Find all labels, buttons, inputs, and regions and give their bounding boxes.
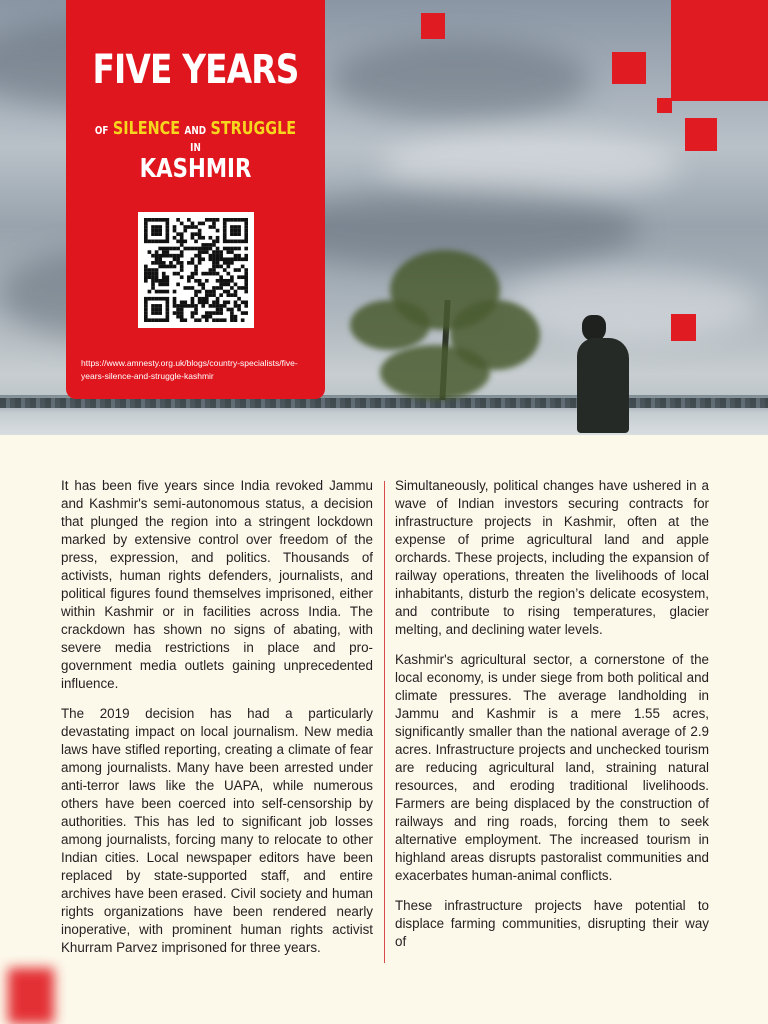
paragraph: The 2019 decision has had a particularly devastating impact on local journalism. New media laws have stifled reporting, creating a climate of fear among journalists. Many have been arrested under anti-terror laws like the UAPA, while numerous others have been coerced into self-censorship by authorities. This has led to significant job losses among journalists, forcing many to relocate to other Indian cities. Local newspaper editors have been replaced by state-supported staff, and entire archives have been erased. Civil society and human rights organizations have been rendered nearly inoperative, with prominent human rights activist Khurram Parvez imprisoned for three years. bbox=[61, 706, 373, 955]
qr-code-image bbox=[144, 218, 248, 322]
title-struggle: STRUGGLE bbox=[210, 118, 297, 139]
paragraph: It has been five years since India revoked Jammu and Kashmir's semi-autonomous status, a decision that plunged the region into a stringent lockdown marked by extensive control over freedom of the press, expression, and politics. Thousands of activists, human rights defenders, journalists, and political figures found themselves imprisoned, either within Kashmir or in facilities across India. The crackdown has shown no signs of abating, with severe media restrictions in place and pro-government media outlets gaining unprecedented influence. bbox=[61, 478, 373, 691]
paragraph: Kashmir's agricultural sector, a cornerstone of the local economy, is under siege from both political and climate pressures. The average landholding in Jammu and Kashmir is a mere 1.55 acres, significantly smaller than the national average of 2.9 acres. Infrastructure projects and unchecked tourism are reducing agricultural land, straining natural resources, and eroding traditional livelihoods. Farmers are being displaced by the construction of railways and ring roads, forcing them to seek alternative employment. The increased tourism in highland areas disrupts pastoralist communities and exacerbates human-animal conflicts. bbox=[395, 652, 709, 883]
title-five-years: FIVE YEARS bbox=[92, 47, 299, 93]
title-silence: SILENCE bbox=[112, 118, 181, 139]
paragraph: Simultaneously, political changes have ushered in a wave of Indian investors securing contracts for infrastructure projects in Kashmir, often at the expense of prime agricultural land and apple orchards. These projects, including the expansion of railway operations, threaten the livelihoods of local inhabitants, disturb the region’s delicate ecosystem, and contribute to rising temperatures, glacier melting, and declining water levels. bbox=[395, 478, 709, 637]
article-url[interactable]: https://www.amnesty.org.uk/blogs/country-specialists/five-years-silence-and-struggle-kashmir bbox=[81, 358, 298, 381]
soldier-figure bbox=[577, 338, 629, 433]
tree-foliage bbox=[350, 300, 430, 350]
column-divider bbox=[384, 481, 385, 963]
title-subtitle bbox=[92, 120, 299, 154]
title-kashmir: KASHMIR bbox=[139, 154, 252, 184]
article-column-left bbox=[61, 477, 373, 969]
title-panel bbox=[66, 0, 325, 399]
cloud bbox=[330, 40, 590, 120]
title-and: AND bbox=[184, 124, 206, 137]
qr-code[interactable] bbox=[138, 212, 254, 328]
title-in: IN bbox=[190, 141, 201, 154]
red-square bbox=[8, 968, 54, 1024]
shoreline bbox=[0, 398, 768, 408]
red-square bbox=[671, 314, 696, 341]
red-square bbox=[657, 98, 672, 113]
tree-foliage bbox=[380, 345, 490, 400]
red-square bbox=[685, 118, 717, 151]
red-square bbox=[671, 0, 768, 101]
title-of: OF bbox=[94, 124, 109, 137]
paragraph: These infrastructure projects have potential to displace farming communities, disrupting their way of bbox=[395, 898, 709, 949]
article-column-right bbox=[395, 477, 709, 963]
red-square bbox=[612, 52, 646, 84]
red-square bbox=[421, 13, 445, 39]
